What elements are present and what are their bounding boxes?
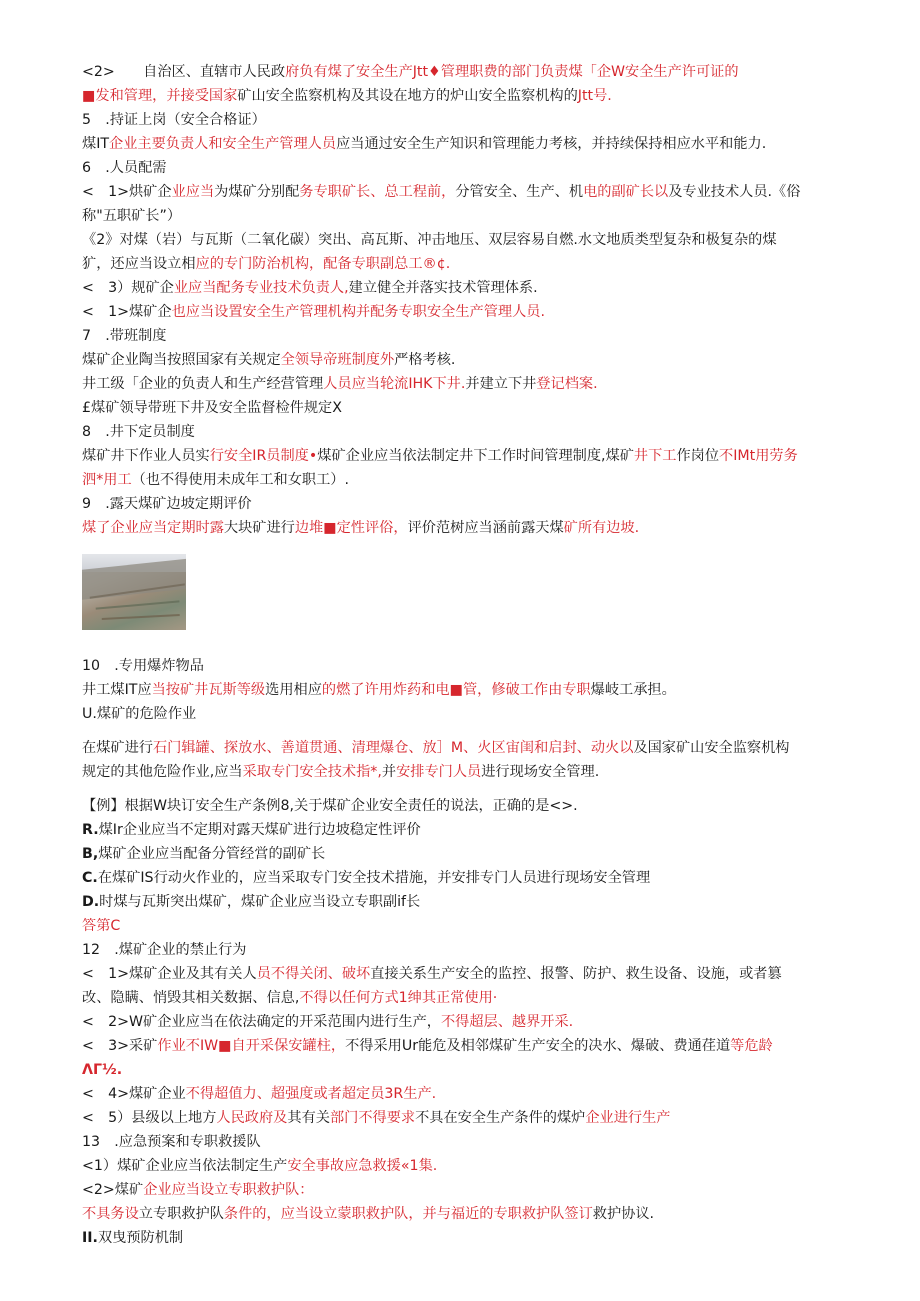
text-line <box>82 348 872 372</box>
text-line <box>82 1034 872 1058</box>
highlighted-text: 答第C <box>82 918 121 934</box>
highlighted-text: 业应当 <box>171 184 215 200</box>
text-segment: 建立健全并落实技术管理体系. <box>348 280 538 296</box>
text-segment: 改、隐瞒、悄毁其相关数据、信息, <box>82 990 300 1006</box>
text-segment: 9 .露天煤矿边坡定期评价 <box>82 496 252 512</box>
text-segment: 《2》对煤（岩）与瓦斯（二氧化碳）突出、高瓦斯、冲击地压、双层容易自燃.水文地质类型复杂和极复杂的煤 <box>82 232 777 248</box>
text-line <box>82 818 872 842</box>
text-segment: （也不得使用未成年工和女职工）. <box>131 472 349 488</box>
text-segment: <2> 自治区、直辖市人民政 <box>82 64 286 80</box>
text-segment: D. <box>82 894 100 910</box>
text-segment: C. <box>82 870 98 886</box>
text-segment: 煤矿企业应当配备分管经営的副矿长 <box>98 846 326 862</box>
text-line <box>82 1082 872 1106</box>
highlighted-text: 井下工 <box>633 448 677 464</box>
text-segment: 矿山安全监察机构及其设在地方的炉山安全监察机构的 <box>237 88 578 104</box>
highlighted-text: 不得超层、越界开采. <box>440 1014 574 1030</box>
text-line <box>82 1010 872 1034</box>
text-line <box>82 842 872 866</box>
highlighted-text: 企业应当设立专职救护队： <box>143 1182 314 1198</box>
text-line <box>82 938 872 962</box>
text-segment: 8 .井下定员制度 <box>82 424 195 440</box>
highlighted-text: 务专职矿长、总工程前， <box>299 184 456 200</box>
text-segment: 井工级「企业的负责人和生产经营管理 <box>82 376 324 392</box>
text-line <box>82 866 872 890</box>
text-line <box>82 156 872 180</box>
highlighted-text: 的燃了许用炸药和电■管，修破工作由专职 <box>321 682 591 698</box>
text-line <box>82 986 872 1010</box>
text-segment: <1）煤矿企业应当依法制定生产 <box>82 1158 288 1174</box>
text-segment: II. <box>82 1230 98 1246</box>
text-line <box>82 678 872 702</box>
highlighted-text: 也应当设置安全生产管理机构并配务专职安全生产管理人员. <box>171 304 545 320</box>
text-line <box>82 228 872 252</box>
highlighted-text: 安排专门人员 <box>396 764 482 780</box>
text-line <box>82 1226 872 1250</box>
highlighted-text: 应的专门防治机构，配备专职副总工®¢. <box>195 256 451 272</box>
text-segment: 评价范树应当涵前露天煤 <box>407 520 564 536</box>
text-segment: <2>煤矿 <box>82 1182 144 1198</box>
text-line <box>82 84 872 108</box>
text-line <box>82 444 872 468</box>
text-line <box>82 420 872 444</box>
text-line <box>82 300 872 324</box>
highlighted-text: 全领导帝班制度外 <box>280 352 395 368</box>
text-line <box>82 1202 872 1226</box>
text-line <box>82 108 872 132</box>
text-line <box>82 276 872 300</box>
highlighted-text: 条件的，应当设立蒙职救护队，并与福近的专职救护队签订 <box>223 1206 593 1222</box>
text-segment: B, <box>82 846 99 862</box>
text-segment: < 3>采矿 <box>82 1038 158 1054</box>
highlighted-text: 作业不IW■自开采保安罐柱， <box>157 1038 346 1054</box>
text-line <box>82 1106 872 1130</box>
text-segment: 10 .专用爆炸物品 <box>82 658 204 674</box>
text-line <box>82 1130 872 1154</box>
highlighted-text: 矿所有边坡. <box>563 520 640 536</box>
text-segment: 在煤矿IS行动火作业的，应当采取专门安全技术措施，并安排专门人员进行现场安全管理 <box>97 870 651 886</box>
text-segment: 12 .煤矿企业的禁止行为 <box>82 942 247 958</box>
text-line <box>82 702 872 726</box>
highlighted-text: 人员应当轮流IHK下井. <box>323 376 466 392</box>
highlighted-text: 部门不得要求 <box>329 1110 416 1126</box>
highlighted-text: 业应当配务专业技术负责人, <box>173 280 349 296</box>
text-line <box>82 492 872 516</box>
highlighted-text: Jtt号. <box>577 88 612 104</box>
text-line <box>82 962 872 986</box>
text-segment: 双曳预防机制 <box>97 1230 184 1246</box>
text-segment: 不得采用Ur能危及相邻煤矿生产安全的决水、爆破、费通荏道 <box>345 1038 731 1054</box>
text-segment: 为煤矿分别配 <box>214 184 300 200</box>
text-segment: 13 .应急预案和专职救援队 <box>82 1134 261 1150</box>
text-segment: 大块矿进行 <box>223 520 295 536</box>
text-segment: 立专职救护队 <box>138 1206 224 1222</box>
text-line <box>82 1178 872 1202</box>
text-segment: 5 .持证上岗（安全合格证） <box>82 112 266 128</box>
text-line <box>82 760 872 784</box>
text-line <box>82 180 872 204</box>
highlighted-text: ■发和管理，并接受国家 <box>82 88 238 104</box>
spacer <box>82 784 872 794</box>
highlighted-text: 企业主要负责人和安全生产管理人员 <box>109 136 337 152</box>
highlighted-text: 电的副矿长以 <box>583 184 669 200</box>
text-segment: 不具在安全生产条件的煤炉 <box>415 1110 586 1126</box>
open-pit-mine-photo <box>82 554 186 630</box>
document-page <box>82 60 872 1250</box>
highlighted-text: 安全事故应急救援«1集. <box>287 1158 438 1174</box>
text-line <box>82 794 872 818</box>
text-segment: 在煤矿进行 <box>82 740 153 756</box>
text-segment: 时煤与瓦斯突出煤矿，煤矿企业应当设立专职副if长 <box>99 894 421 910</box>
text-segment: < 5）县级以上地方 <box>82 1110 217 1126</box>
text-segment: £煤矿领导带班下井及安全监督检件规定X <box>82 400 342 416</box>
text-segment: 爆岐工承担。 <box>590 682 676 698</box>
text-segment: 应当通过安全生产知识和管理能力考核，并持续保持相应水平和能力. <box>336 136 767 152</box>
text-segment: 选用相应 <box>265 682 322 698</box>
spacer <box>82 726 872 736</box>
text-segment: R. <box>82 822 99 838</box>
text-segment: < 3）规矿企 <box>82 280 174 296</box>
text-segment: < 1>煤矿企业及其有关人 <box>82 966 257 982</box>
text-segment: 煤矿企业应当依法制定井下工作时间管理制度,煤矿 <box>317 448 634 464</box>
highlighted-text: 采取专门安全技术指*, <box>242 764 382 780</box>
highlighted-text: 煤了企业应当定期时露 <box>82 520 224 536</box>
text-line <box>82 396 872 420</box>
highlighted-text: 等危龄 <box>730 1038 773 1054</box>
text-segment: 严格考核. <box>394 352 456 368</box>
highlighted-text: 不具务设 <box>82 1206 139 1222</box>
text-segment: U.煤矿的危险作业 <box>82 706 197 722</box>
highlighted-text: 不得以任何方式1绅其正常使用· <box>299 990 498 1006</box>
text-line <box>82 890 872 914</box>
highlighted-text: 不得超值力、超强度或者超定员3R生产. <box>185 1086 437 1102</box>
highlighted-text: 府负有煤了安全生产Jtt♦管理职费的部门负责煤「企W安全生产许可证的 <box>285 64 739 80</box>
text-line <box>82 468 872 492</box>
text-segment: 称"五职矿长”） <box>82 208 182 224</box>
text-line <box>82 132 872 156</box>
highlighted-text: 边堆■定性评俗， <box>294 520 408 536</box>
text-segment: < 4>煤矿企业 <box>82 1086 186 1102</box>
text-segment: 7 .带班制度 <box>82 328 167 344</box>
text-line <box>82 324 872 348</box>
text-segment: 分管安全、生产、机 <box>455 184 584 200</box>
text-segment: 进行现场安全管理. <box>481 764 600 780</box>
highlighted-text: 企业进行生产 <box>585 1110 671 1126</box>
text-segment: 煤IT <box>82 136 110 152</box>
text-line <box>82 1154 872 1178</box>
text-segment: 并建立下井 <box>465 376 537 392</box>
highlighted-text: 不IMt用劳务 <box>719 448 798 464</box>
text-segment: 煤矿企业陶当按照国家有关规定 <box>82 352 281 368</box>
text-segment: 犷，还应当设立相 <box>82 256 196 272</box>
text-segment: 煤Ir企业应当不定期对露天煤矿进行边坡稳定性评价 <box>98 822 421 838</box>
text-segment: 煤矿井下作业人员实 <box>82 448 210 464</box>
text-line <box>82 60 872 84</box>
highlighted-text: 泗*用工 <box>82 472 132 488</box>
text-segment: 6 .人员配需 <box>82 160 167 176</box>
highlighted-text: 石门辑罐、探放水、善道贯通、清理爆仓、放］M、火区宙闺和启封、动火以 <box>152 740 634 756</box>
text-segment: 其有关 <box>287 1110 330 1126</box>
highlighted-text: 登记档案. <box>536 376 598 392</box>
text-line <box>82 516 872 540</box>
text-segment: 直接关系生产安全的监控、报警、防护、救生设备、设施，或者篡 <box>370 966 782 982</box>
highlighted-text: 员不得关闭、破坏 <box>256 966 371 982</box>
text-segment: 【例】根据W块订安全生产条例8,关于煤矿企业安全责任的说法，正确的是<>. <box>82 798 578 814</box>
highlighted-text: 人民政府及 <box>216 1110 288 1126</box>
text-segment: < 1>煤矿企 <box>82 304 172 320</box>
highlighted-text: ΛΓ½. <box>82 1062 123 1078</box>
text-line <box>82 654 872 678</box>
text-line <box>82 914 872 938</box>
highlighted-text: 行安全IR员制度• <box>209 448 318 464</box>
text-segment: 井工煤IT应 <box>82 682 152 698</box>
text-segment: 并 <box>381 764 397 780</box>
highlighted-text: 当按矿井瓦斯等级 <box>151 682 266 698</box>
text-line <box>82 736 872 760</box>
text-segment: 及国家矿山安全监察机构 <box>633 740 790 756</box>
text-segment: 救护协议. <box>592 1206 655 1222</box>
text-segment: 及专业技术人员.《俗 <box>668 184 801 200</box>
text-segment: 规定的其他危险作业,应当 <box>82 764 243 780</box>
text-segment: < 1>烘矿企 <box>82 184 172 200</box>
text-line <box>82 1058 872 1082</box>
text-line <box>82 372 872 396</box>
text-segment: 作岗位 <box>676 448 720 464</box>
text-line <box>82 204 872 228</box>
text-segment: < 2>W矿企业应当在依法确定的开采范围内进行生产， <box>82 1014 441 1030</box>
text-line <box>82 252 872 276</box>
